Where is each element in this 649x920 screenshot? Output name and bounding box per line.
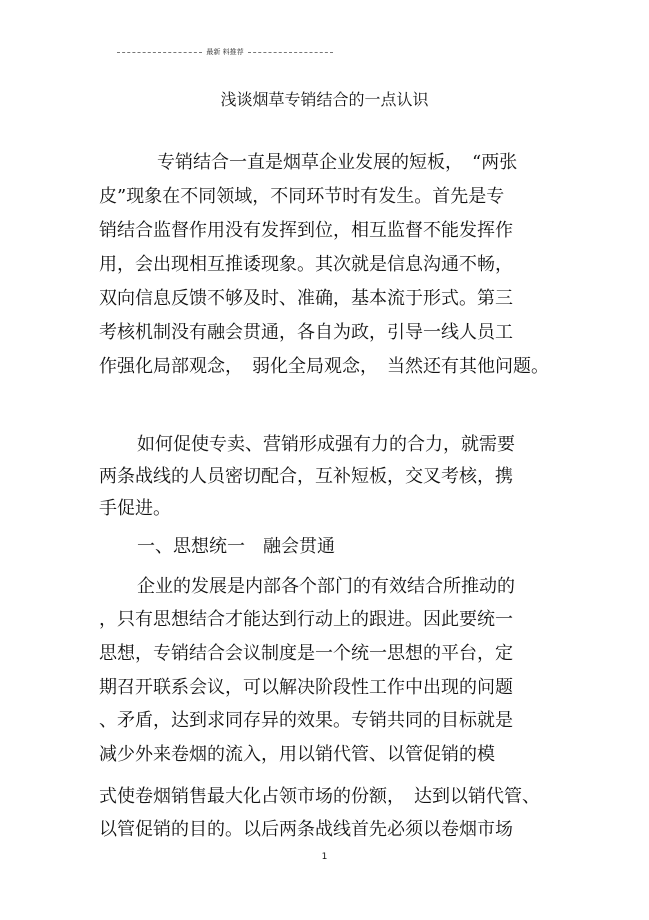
body-line: 专销结合一直是烟草企业发展的短板， “两张 bbox=[157, 152, 518, 173]
body-line: 企业的发展是内部各个部门的有效结合所推动的 bbox=[137, 576, 515, 597]
body-line: 用，会出现相互推诿现象。其次就是信息沟通不畅， bbox=[99, 254, 513, 275]
body-line: 减少外来卷烟的流入，用以销代管、以管促销的模 bbox=[99, 744, 495, 765]
section-heading: 一、思想统一 融会贯通 bbox=[137, 536, 335, 557]
document-title: 浅谈烟草专销结合的一点认识 bbox=[220, 90, 429, 109]
header-dash-left bbox=[117, 52, 202, 53]
body-line: 双向信息反馈不够及时、准确，基本流于形式。第三 bbox=[99, 288, 513, 309]
body-line: 如何促使专卖、营销形成强有力的合力，就需要 bbox=[137, 434, 515, 455]
body-line: 两条战线的人员密切配合，互补短板，交叉考核，携 bbox=[99, 466, 513, 487]
body-line: 以管促销的目的。以后两条战线首先必须以卷烟市场 bbox=[99, 819, 513, 840]
page-number: 1 bbox=[321, 852, 328, 862]
body-line: 作强化局部观念， 弱化全局观念， 当然还有其他问题。 bbox=[99, 356, 549, 377]
body-line: 期召开联系会议，可以解决阶段性工作中出现的问题 bbox=[99, 677, 513, 698]
header-dash-right bbox=[248, 52, 333, 53]
body-line: 、矛盾，达到求同存异的效果。专销共同的目标就是 bbox=[99, 710, 513, 731]
header-text: 最新 料推荐 bbox=[206, 48, 244, 56]
body-line: 式使卷烟销售最大化占领市场的份额， 达到以销代管、 bbox=[99, 786, 540, 807]
body-line: ，只有思想结合才能达到行动上的跟进。因此要统一 bbox=[99, 609, 513, 630]
body-line: 销结合监督作用没有发挥到位，相互监督不能发挥作 bbox=[99, 220, 513, 241]
body-line: 思想，专销结合会议制度是一个统一思想的平台，定 bbox=[99, 643, 513, 664]
body-line: 手促进。 bbox=[99, 498, 171, 519]
body-line: 考核机制没有融会贯通，各自为政，引导一线人员工 bbox=[99, 322, 513, 343]
page-header bbox=[117, 46, 333, 58]
body-line: 皮”现象在不同领域，不同环节时有发生。首先是专 bbox=[99, 186, 505, 207]
